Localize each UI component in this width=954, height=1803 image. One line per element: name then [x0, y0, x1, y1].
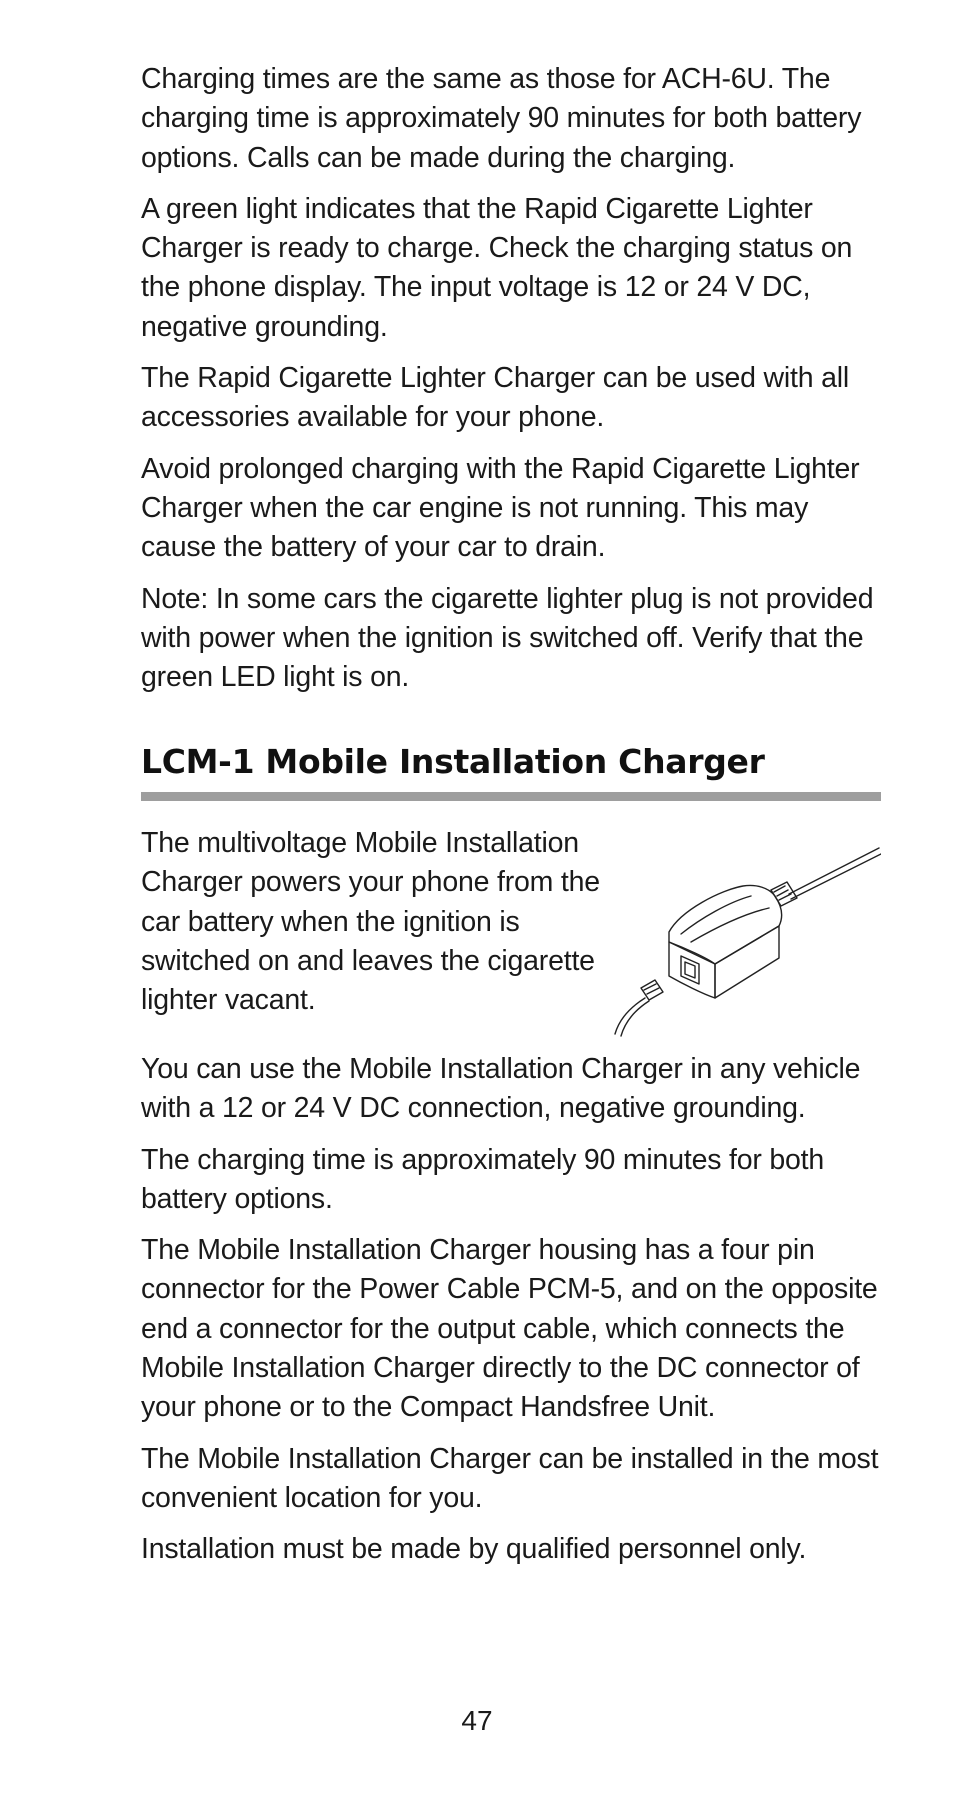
paragraph: The charging time is approximately 90 minutes for both battery options. [141, 1143, 825, 1215]
paragraph: The Mobile Installation Charger housing has a four pin connector for the Power Cable PCM-5, and on the opposite end a connector for the output cable, which connects the Mobile Installation Charger directly to the DC connector of your phone or to the Compact Handsfree Unit. [141, 1234, 878, 1424]
paragraph: You can use the Mobile Installation Charger in any vehicle with a 12 or 24 V DC connection, negative grounding. [141, 1053, 861, 1125]
paragraph: Installation must be made by qualified personnel only. [141, 1533, 807, 1566]
section2 [141, 824, 881, 1570]
intro-with-figure [141, 824, 881, 1038]
heading-rule [141, 792, 881, 801]
paragraph: Avoid prolonged charging with the Rapid Cigarette Lighter Charger when the car engine is not running. This may cause the battery of your car to drain. [141, 452, 860, 564]
section-heading: LCM-1 Mobile Installation Charger [141, 742, 765, 781]
paragraph: The Mobile Installation Charger can be installed in the most convenient location for you. [141, 1442, 879, 1514]
paragraph: A green light indicates that the Rapid Cigarette Lighter Charger is ready to charge. Check the charging status on the phone display. The input voltage is 12 or 24 V DC, negative grounding. [141, 192, 853, 343]
charger-illustration-icon [611, 838, 881, 1038]
paragraph: The Rapid Cigarette Lighter Charger can be used with all accessories available for your phone. [141, 362, 850, 434]
intro-paragraph: The multivoltage Mobile Installation Charger powers your phone from the car battery when the ignition is switched on and leaves the cigarette lighter vacant. [141, 827, 600, 1017]
section1 [141, 60, 881, 697]
paragraph: Note: In some cars the cigarette lighter plug is not provided with power when the ignition is switched off. Verify that the green LED light is on. [141, 582, 874, 694]
paragraph: Charging times are the same as those for ACH-6U. The charging time is approximately 90 minutes for both battery options. Calls can be made during the charging. [141, 63, 862, 174]
section-heading-block [141, 742, 881, 801]
page-number: 47 [461, 1705, 493, 1736]
